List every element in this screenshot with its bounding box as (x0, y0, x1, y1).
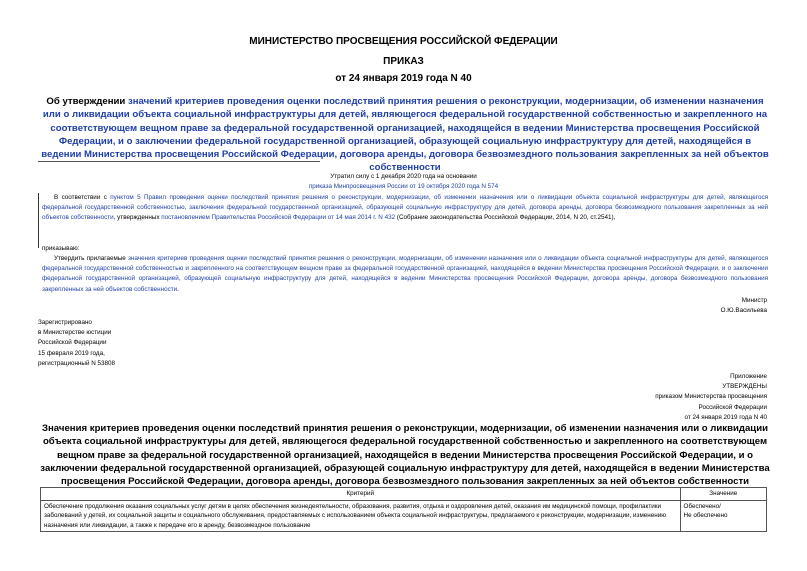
order-text-b: . (177, 285, 179, 293)
registration-line: Российской Федерации (38, 339, 107, 347)
value-cell (680, 500, 766, 532)
lost-force-link[interactable]: приказа Минпросвещения России от 19 октября 2020 года N 574 (308, 183, 499, 191)
order-word: приказываю: (42, 245, 80, 252)
table-header-row (41, 488, 767, 501)
criteria-table (40, 487, 767, 532)
order-text-a: Утвердить прилагаемые (54, 255, 129, 262)
values-heading: Значения критериев проведения оценки последствий принятия решения о реконструкции, модернизации, об изменении назначения или о ликвидации объекта социальной инфраструктуры для детей, являющегося федеральной государственной собственностью и закрепленного на соответствующем вещном праве за федеральной государственной организацией, находящейся в ведении Министерства просвещения Российской Федерации, и о заключении федеральной государственной организацией, образующей социальную инфраструктуру для детей, находящейся в ведении Министерства просвещения Российской Федерации, договора аренды, договора безвозмездного пользования закрепленных за ней объектов собственности (40, 423, 770, 488)
signature-position: Министр (741, 297, 767, 304)
approval-line: УТВЕРЖДЕНЫ (722, 383, 767, 391)
signature-block (721, 296, 767, 316)
column-header-value: Значение (680, 488, 766, 501)
preamble-text-c: (Собрание законодательства Российской Федерации, 2014, N 20, ст.2541), (395, 214, 616, 222)
registration-line: Зарегистрировано (38, 319, 92, 326)
ministry-heading: МИНИСТЕРСТВО ПРОСВЕЩЕНИЯ РОССИЙСКОЙ ФЕДЕРАЦИИ (249, 36, 558, 47)
approval-line: приказом Министерства просвещения (655, 393, 767, 401)
title-link[interactable]: значений критериев проведения оценки последствий принятия решения о реконструкции, модернизации, об изменении назначения или о ликвидации объекта социальной инфраструктуры для детей, являющегося федеральной государственной собственностью и закрепленного на соответствующем вещном праве за федеральной государственной организацией, находящейся в ведении Министерства просвещения Российской Федерации, и о заключении федеральной государственной организацией, образующей социальную инфраструктуру для детей, находящейся в ведении Министерства просвещения Российской Федерации, договора аренды, договора безвозмездного пользования закрепленных за ней объектов собственности (41, 96, 769, 174)
document-type-heading: ПРИКАЗ (383, 56, 424, 67)
preamble-paragraph (42, 193, 768, 224)
criterion-cell: Обеспечение продолжения оказания социальных услуг детям в целях обеспечения жизнедеятельности, образования, развития, отдыха и оздоровления детей, оказания им медицинской помощи, профилактики заболеваний у детей, их социальной защиты и социального обслуживания, предоставляемых с использованием объекта социальной инфраструктуры, предлагаемого к реконструкции, модернизации, изменению назначения или ликвидации, а также к передаче его в аренду, безвозмездное пользование (41, 500, 681, 532)
table-row (41, 500, 767, 532)
separator-line (38, 161, 320, 162)
approval-line: Приложение (730, 373, 767, 380)
approval-block (655, 372, 767, 423)
preamble-text-a: В соответствии с (54, 194, 111, 201)
approval-line: Российской Федерации (698, 403, 767, 411)
signature-name: О.Ю.Васильева (720, 307, 767, 315)
criteria-link[interactable]: значения критериев проведения оценки последствий принятия решения о реконструкции, модернизации, об изменении назначения или о ликвидации объекта социальной инфраструктуры для детей, являющегося федеральной государственной собственностью и закрепленного на соответствующем вещном праве за федеральной государственной организацией, находящейся в ведении Министерства просвещения Российской Федерации, и о заключении федеральной государственной организацией, образующей социальную инфраструктуру для детей, находящейся в ведении Министерства просвещения Российской Федерации, договора аренды, договора безвозмездного пользования закрепленных за ней объектов собственности (42, 255, 769, 293)
preamble-text-b: , утвержденных (113, 214, 162, 222)
order-paragraph (42, 254, 768, 295)
registration-line: в Министерстве юстиции (38, 329, 112, 337)
document-title (40, 95, 770, 175)
value-option: Не обеспечено (683, 512, 728, 520)
registration-block (38, 318, 115, 369)
title-prefix: Об утверждении (46, 96, 128, 107)
registration-line: 15 февраля 2019 года, (38, 349, 105, 357)
rules-link[interactable]: пунктом 5 Правил проведения оценки последствий принятия решения о реконструкции, модернизации, об изменении назначения или о ликвидации объекта социальной инфраструктуры для детей, являющегося федеральной государственной собственностью, заключения федеральной государственной организацией, образующей социальную инфраструктуру для детей, договора аренды, договора безвозмездного пользования закрепленных за ней объектов собственности (42, 194, 769, 222)
document-date-number: от 24 января 2019 года N 40 (335, 73, 472, 84)
registration-line: регистрационный N 53808 (38, 359, 116, 367)
government-decree-link[interactable]: постановлением Правительства Российской Федерации от 14 мая 2014 г. N 432 (161, 214, 396, 222)
lost-force-line1: Утратил силу с 1 декабря 2020 года на основании (330, 173, 477, 180)
lost-force-note (0, 172, 807, 192)
column-header-criterion: Критерий (41, 488, 681, 501)
approval-line: от 24 января 2019 года N 40 (684, 413, 767, 421)
value-option: Обеспечено/ (683, 502, 721, 510)
